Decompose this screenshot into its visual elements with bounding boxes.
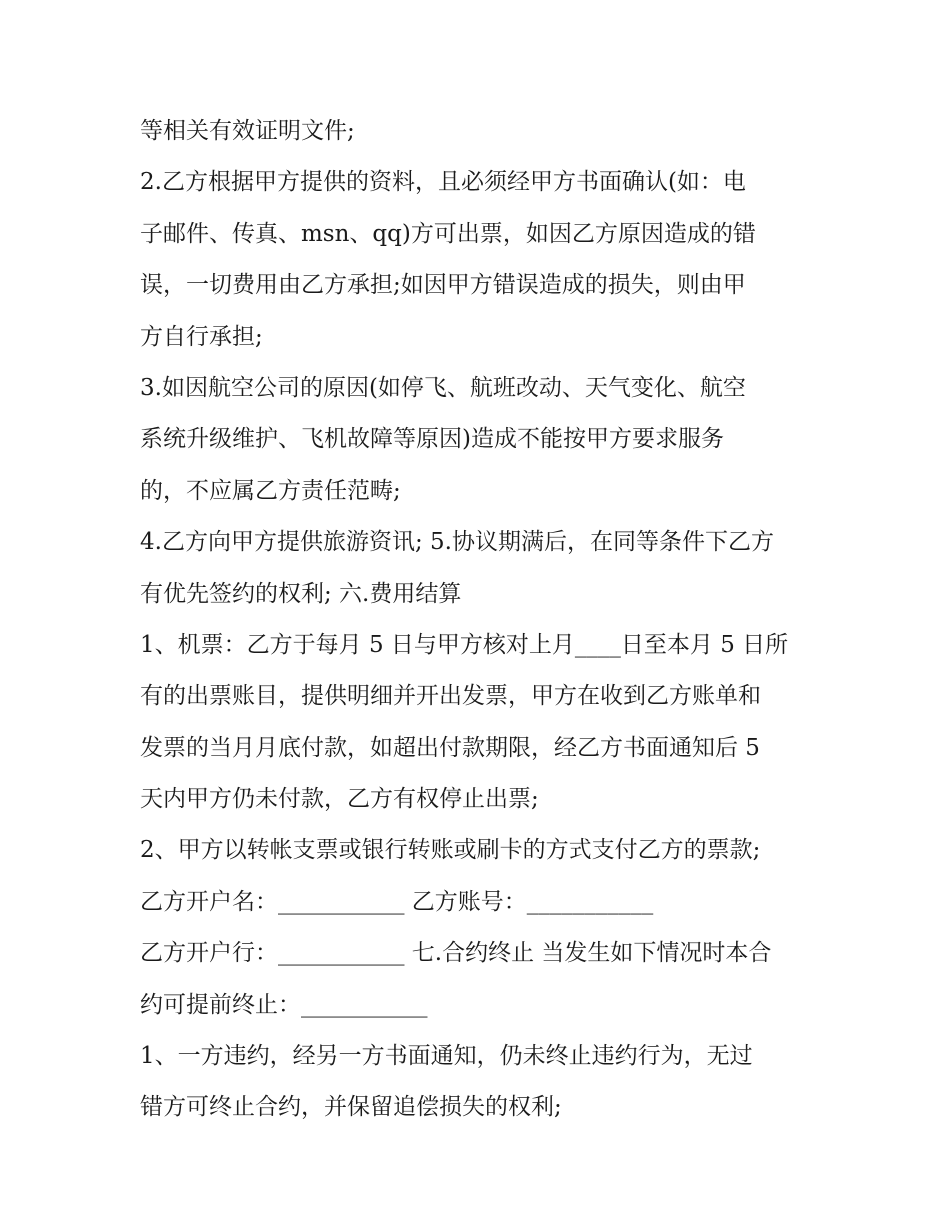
text-line: 误，一切费用由乙方承担;如因甲方错误造成的损失，则由甲: [140, 272, 746, 299]
text-line: 3.如因航空公司的原因(如停飞、航班改动、天气变化、航空: [140, 374, 746, 401]
text-line: 乙方开户名：___________ 乙方账号：___________: [140, 888, 654, 915]
text-line: 错方可终止合约，并保留追偿损失的权利;: [140, 1094, 562, 1121]
text-line: 约可提前终止：___________: [140, 991, 428, 1018]
text-line: 子邮件、传真、msn、qq)方可出票，如因乙方原因造成的错: [140, 220, 756, 247]
text-line: 系统升级维护、飞机故障等原因)造成不能按甲方要求服务: [140, 426, 724, 453]
text-line: 4.乙方向甲方提供旅游资讯; 5.协议期满后，在同等条件下乙方: [140, 529, 774, 556]
text-line: 等相关有效证明文件;: [140, 118, 355, 144]
text-line: 1、一方违约，经另一方书面通知，仍未终止违约行为，无过: [140, 1043, 753, 1070]
text-line: 有优先签约的权利; 六.费用结算: [140, 580, 462, 607]
document-body: [140, 106, 820, 1134]
text-line: 1、机票：乙方于每月 5 日与甲方核对上月____日至本月 5 日所: [140, 631, 789, 658]
text-line: 有的出票账目，提供明细并开出发票，甲方在收到乙方账单和: [140, 683, 761, 710]
text-line: 的，不应属乙方责任范畴;: [140, 477, 401, 504]
text-line: 天内甲方仍未付款，乙方有权停止出票;: [140, 786, 539, 813]
text-line: 乙方开户行：___________ 七.合约终止 当发生如下情况时本合: [140, 940, 772, 967]
text-line: 2、甲方以转帐支票或银行转账或刷卡的方式支付乙方的票款;: [140, 837, 761, 864]
text-line: 方自行承担;: [140, 323, 263, 350]
text-line: 2.乙方根据甲方提供的资料，且必须经甲方书面确认(如：电: [140, 169, 746, 196]
text-line: 发票的当月月底付款，如超出付款期限，经乙方书面通知后 5: [140, 734, 760, 761]
